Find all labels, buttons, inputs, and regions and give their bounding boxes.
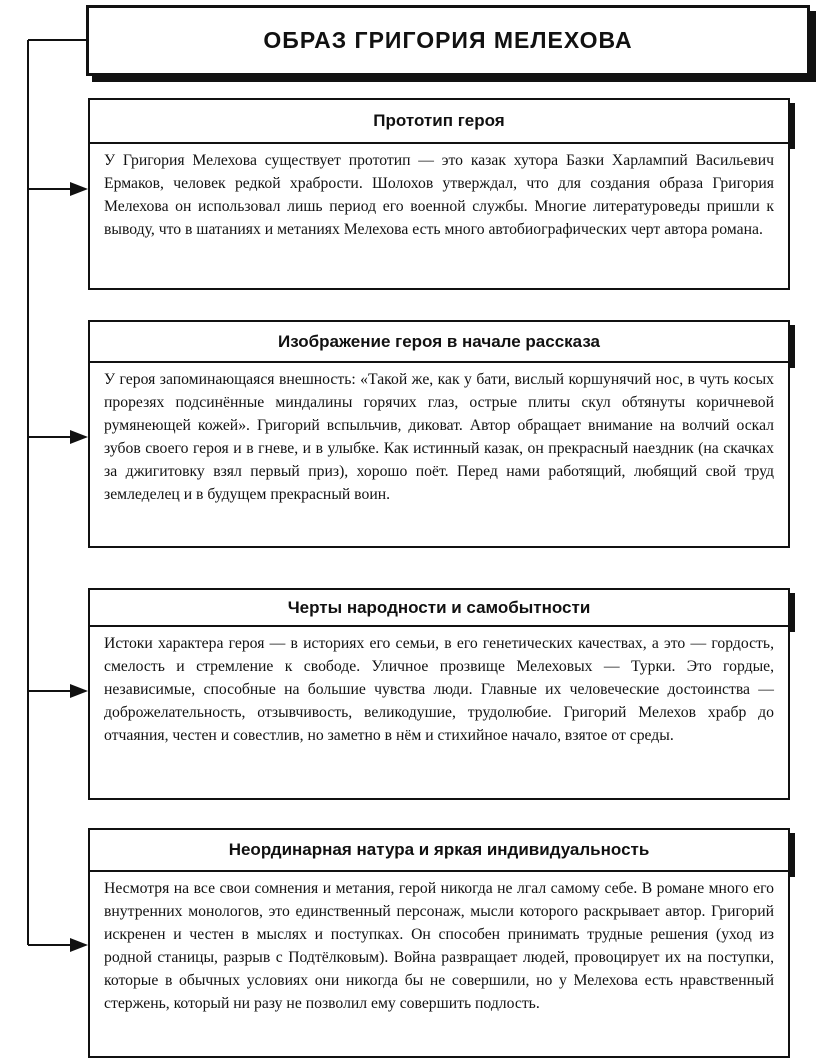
section-heading: Неординарная натура и яркая индивидуальность [228, 840, 650, 859]
section-text: Истоки характера героя — в историях его семьи, в его генетических качествах, а это — гордость, смелость и стремление к свободе. Уличное прозвище Мелеховых — Турки. Это гордые, независимые, способные на большие чувства люди. Главные их человеческие достоинства — доброжелательность, отзывчивость, великодушие, трудолюбие. Григорий Мелехов храбр до отчаяния, честен и совестлив, но заметно в нём и стихийное начало, взятое от среды. [104, 635, 774, 744]
arrowhead-icon [70, 938, 88, 952]
arrowhead-icon [70, 430, 88, 444]
section-extraordinary-nature [88, 828, 790, 1058]
page-title: ОБРАЗ ГРИГОРИЯ МЕЛЕХОВА [263, 27, 633, 53]
section-header [88, 588, 790, 627]
section-heading: Черты народности и самобытности [287, 597, 591, 617]
title-box [86, 5, 810, 76]
arrow-to-section-3 [28, 684, 88, 698]
section-header [88, 320, 790, 363]
section-text: У Григория Мелехова существует прототип — это казак хутора Базки Харлампий Васильевич Ермаков, человек редкой храбрости. Шолохов утверждал, что для создания образа Григория Мелехова он использовал лишь период его военной службы. Многие литературоведы пришли к выводу, что в шатаниях и метаниях Мелехова есть много автобиографических черт автора романа. [104, 152, 774, 238]
section-heading: Изображение героя в начале рассказа [277, 331, 601, 351]
arrow-to-section-2 [28, 430, 88, 444]
section-body [88, 142, 790, 290]
section-text: У героя запоминающаяся внешность: «Такой же, как у бати, вислый коршунячий нос, в чуть косых прорезях подсинённые миндалины горячих глаз, острые плиты скул обтянуты коричневой румянеющей кожей». Григорий вспыльчив, диковат. Автор обращает внимание на волчий оскал зубов своего героя и в гневе, и в улыбке. Как истинный казак, он прекрасный наездник (на скачках за джигитовку взял первый приз), хорошо поёт. Перед нами работящий, любящий свой труд земледелец и в будущем прекрасный воин. [104, 371, 774, 503]
arrow-to-section-4 [28, 938, 88, 952]
section-header [88, 98, 790, 144]
section-header [88, 828, 790, 872]
section-text: Несмотря на все свои сомнения и метания, герой никогда не лгал самому себе. В романе много его внутренних монологов, это единственный персонаж, мысли которого раскрывает автор. Григорий искренен и честен в мыслях и поступках. Он способен принимать трудные решения (уход из родной станицы, разрыв с Подтёлковым). Война развращает людей, провоцирует их на поступки, которые в обычных условиях они никогда бы не совершили, но у Мелехова есть нравственный стержень, который ни разу не позволил ему совершить подлость. [104, 880, 774, 1012]
section-body [88, 870, 790, 1058]
section-heading: Прототип героя [373, 111, 505, 130]
section-nationality-traits [88, 588, 790, 800]
section-prototype [88, 98, 790, 290]
arrowhead-icon [70, 182, 88, 196]
arrow-to-section-1 [28, 182, 88, 196]
arrowhead-icon [70, 684, 88, 698]
section-body [88, 361, 790, 548]
section-initial-depiction [88, 320, 790, 548]
section-body [88, 625, 790, 800]
